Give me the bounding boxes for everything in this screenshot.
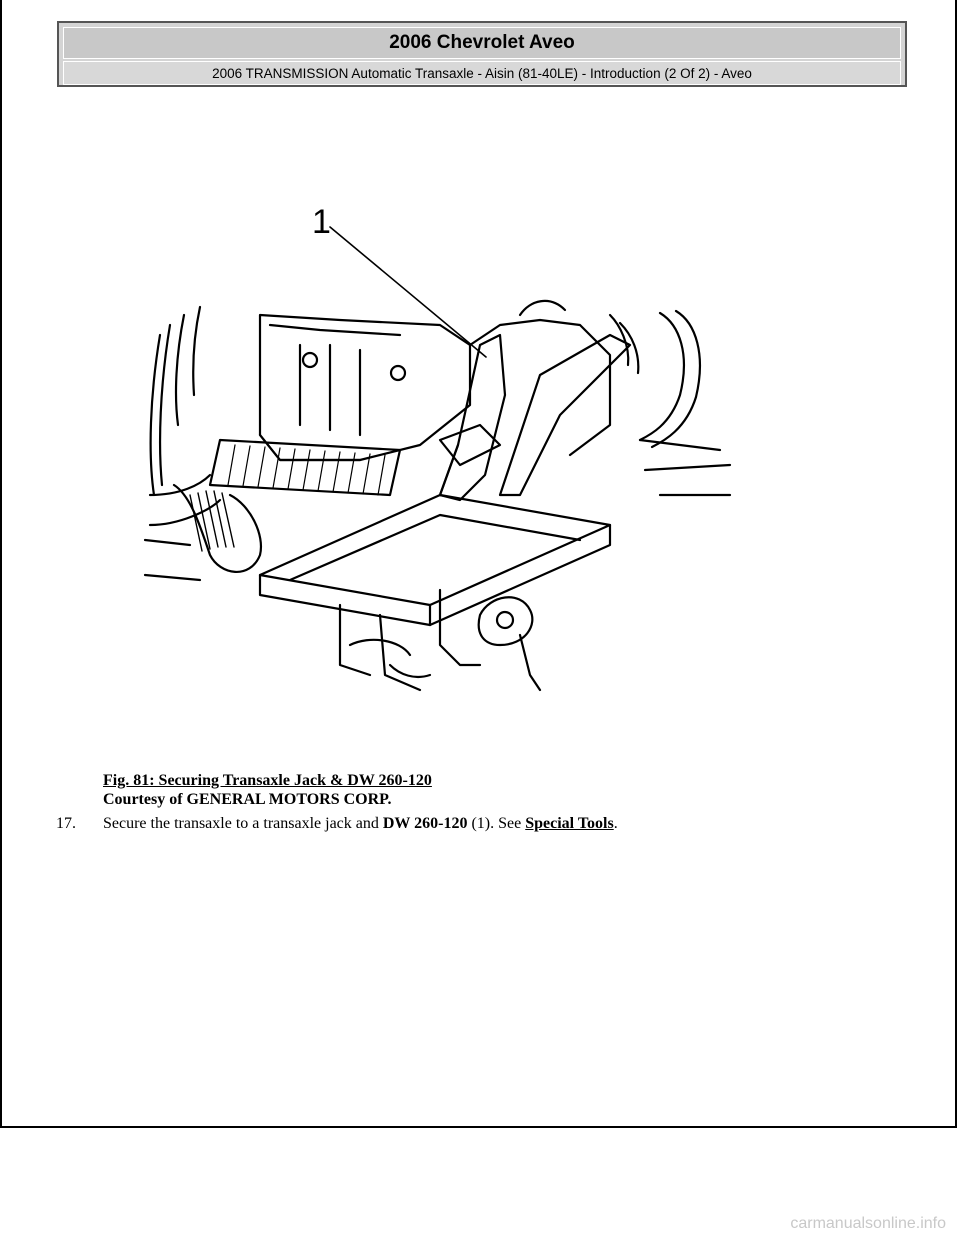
figure-caption xyxy=(103,771,432,809)
figure-courtesy: Courtesy of GENERAL MOTORS CORP. xyxy=(103,791,392,808)
transaxle-jack-illustration xyxy=(140,195,740,700)
step-text-middle: (1). See xyxy=(467,815,526,832)
step-text-after: . xyxy=(613,815,618,832)
document-subtitle: 2006 TRANSMISSION Automatic Transaxle - Aisin (81-40LE) - Introduction (2 Of 2) - Aveo xyxy=(63,61,901,85)
special-tools-link[interactable]: Special Tools xyxy=(525,815,614,832)
document-title: 2006 Chevrolet Aveo xyxy=(63,27,901,59)
figure-title: Fig. 81: Securing Transaxle Jack & DW 260-120 xyxy=(103,772,432,789)
step-number: 17. xyxy=(56,815,76,832)
tool-number: DW 260-120 xyxy=(382,815,468,832)
callout-leader xyxy=(330,227,486,357)
watermark: carmanualsonline.info xyxy=(790,1215,946,1232)
callout-number: 1 xyxy=(312,203,331,241)
jack-plate xyxy=(260,495,610,605)
procedure-step xyxy=(56,814,618,833)
document-header xyxy=(57,21,907,87)
step-text-before: Secure the transaxle to a transaxle jack and xyxy=(103,815,383,832)
